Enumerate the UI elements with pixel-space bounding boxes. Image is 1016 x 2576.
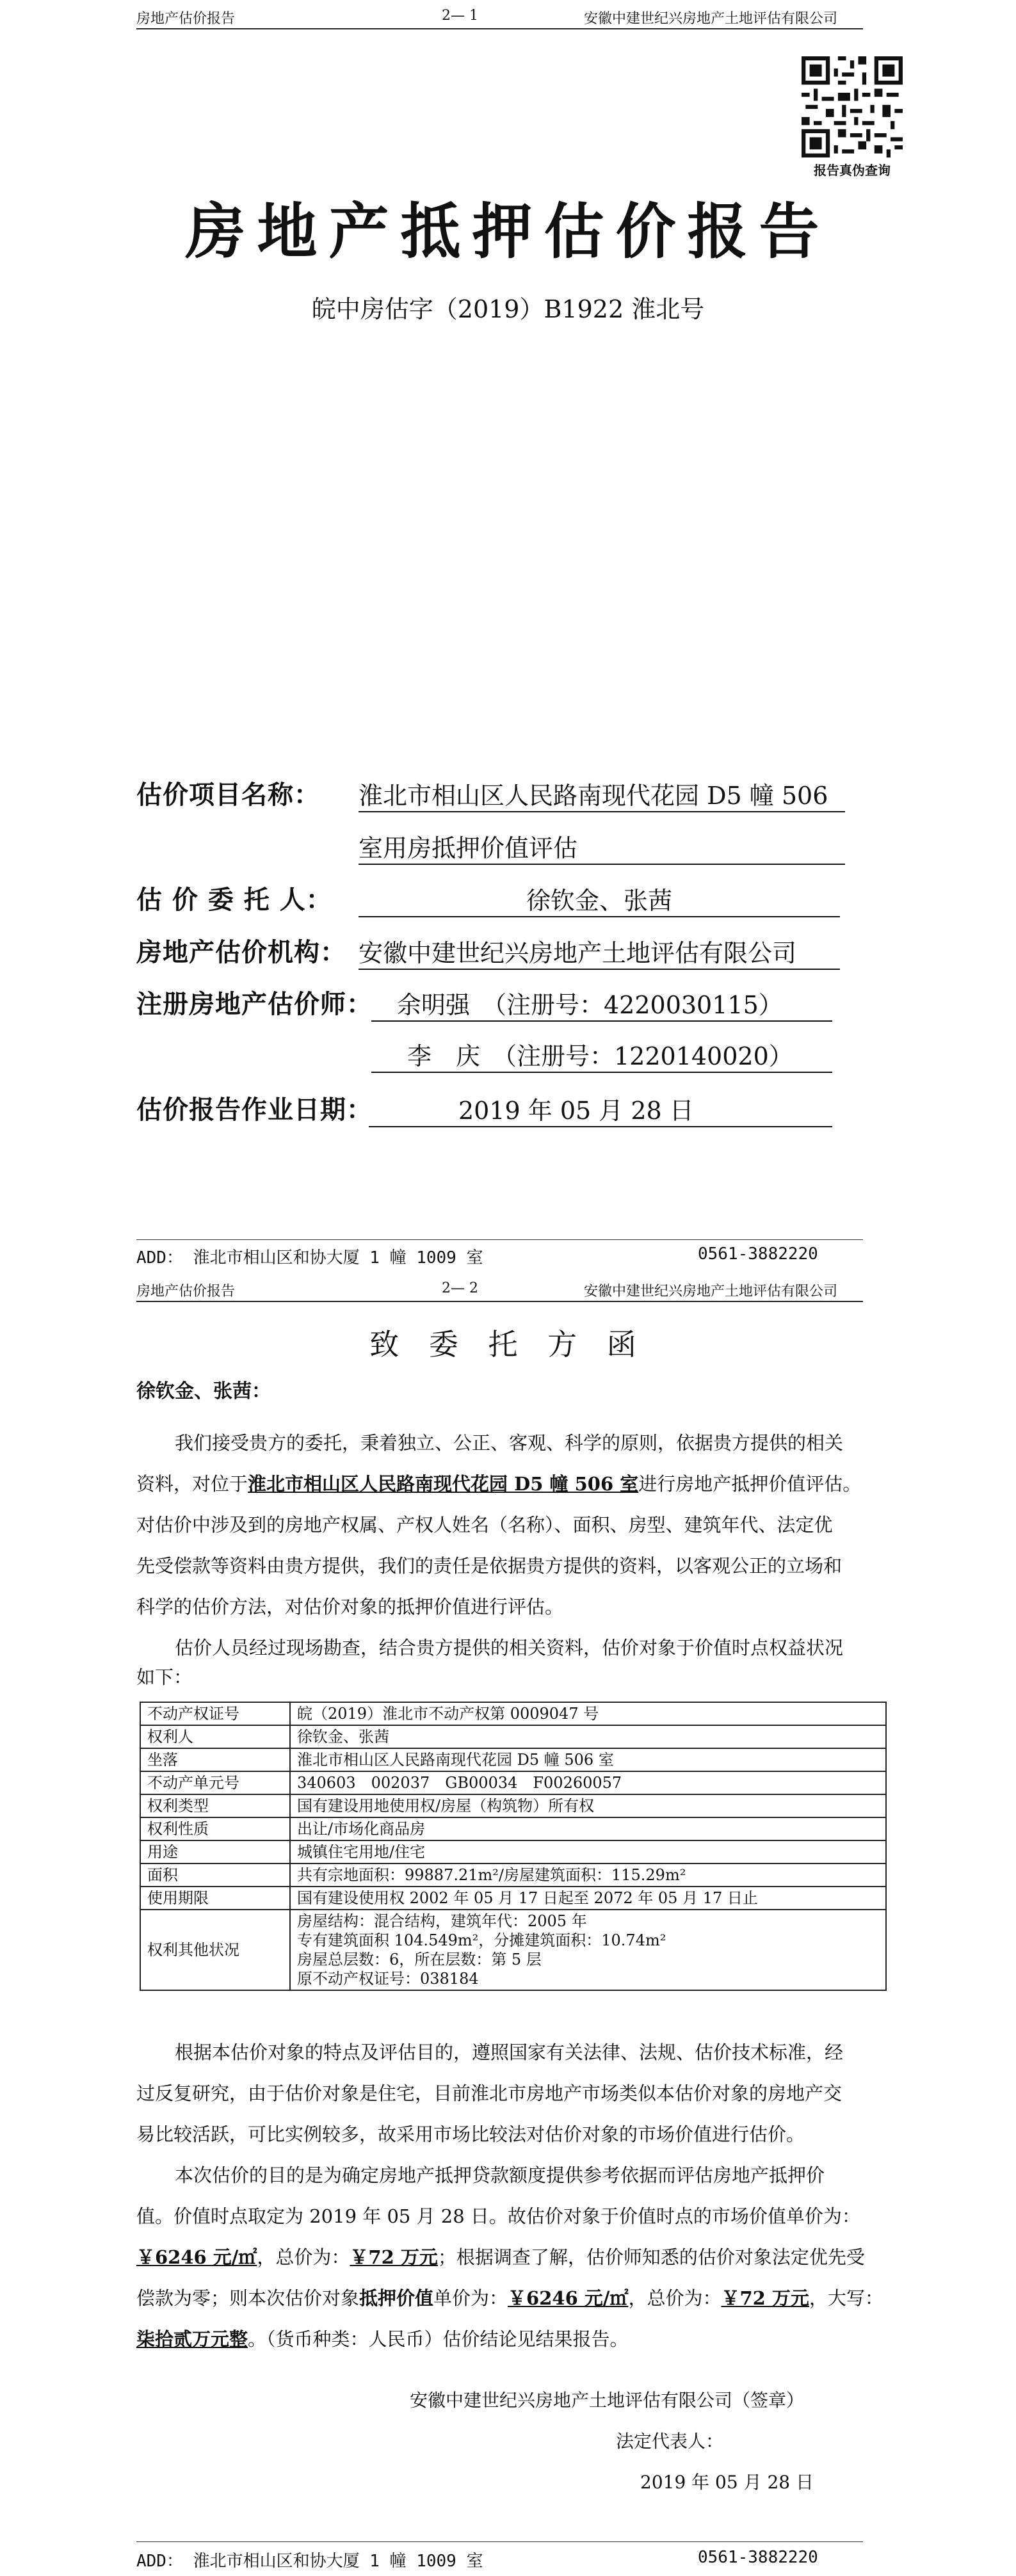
- agency-value: 安徽中建世纪兴房地产土地评估有限公司: [359, 933, 840, 970]
- table-value: 国有建设使用权 2002 年 05 月 17 日起至 2072 年 05 月 17 日止: [290, 1887, 886, 1910]
- signature-date: 2019 年 05 月 28 日: [640, 2472, 814, 2493]
- table-key: 权利人: [140, 1725, 290, 1748]
- letter-title: 致 委 托 方 函: [369, 1327, 647, 1362]
- table-row: [140, 1771, 886, 1794]
- client-label: 估 价 委 托 人：: [136, 885, 332, 915]
- client-value: 徐钦金、张茜: [359, 881, 840, 917]
- project-name-label: 估价项目名称：: [136, 780, 320, 810]
- header-rule: [136, 28, 863, 29]
- footer-address: ADD： 淮北市相山区和协大厦 1 幢 1009 室: [136, 1248, 483, 1268]
- letter-paragraph-3: 根据本估价对象的特点及评估目的，遵照国家有关法律、法规、估价技术标准，经 过反复研究，由于估价对象是住宅，目前淮北市房地产市场类似本估价对象的房地产交 易比较活跃，可比实例较多，故采用市场比较法对估价对象的市场价值进行估价。: [136, 2041, 844, 2145]
- appraiser-2: 李 庆 （注册号：1220140020）: [371, 1036, 832, 1073]
- report-number: 皖中房估字（2019）B1922 淮北号: [311, 295, 705, 323]
- table-key: 不动产单元号: [140, 1771, 290, 1794]
- table-row: [140, 1864, 886, 1887]
- qr-caption: 报告真伪查询: [814, 163, 891, 178]
- table-key: 用途: [140, 1840, 290, 1864]
- agency-label: 房地产估价机构：: [136, 937, 346, 967]
- letter-paragraph-4: 本次估价的目的是为确定房地产抵押贷款额度提供参考依据而评估房地产抵押价 值。价值时点取定为 2019 年 05 月 28 日。故估价对象于价值时点的市场价值单价为： ￥6246 元/㎡，总价为：￥72 万元；根据调查了解，估价师知悉的估价对象法定优先受 偿款为零；则本次估价对象抵押价值单价为：￥6246 元/㎡，总价为：￥72 万元，大写： 柒拾贰万元整。（货币种类：人民币）估价结论见结果报告。: [136, 2164, 883, 2350]
- letter-paragraph-2: 估价人员经过现场勘查，结合贵方提供的相关资料，估价对象于价值时点权益状况 如下：: [136, 1637, 844, 1688]
- table-value: 皖（2019）淮北市不动产权第 0009047 号: [290, 1702, 886, 1725]
- qr-code-icon[interactable]: [802, 56, 903, 157]
- project-name-value-1: 淮北市相山区人民路南现代花园 D5 幢 506: [359, 776, 845, 812]
- table-row: [140, 1725, 886, 1748]
- table-key: 权利类型: [140, 1794, 290, 1817]
- page-header-number: 2— 1: [442, 8, 478, 24]
- footer-rule: [136, 1239, 863, 1240]
- page-header-title: 房地产估价报告: [136, 11, 236, 27]
- appraiser-1: 余明强 （注册号：4220030115）: [371, 985, 832, 1022]
- page-header-title: 房地产估价报告: [136, 1284, 236, 1300]
- page-header-company: 安徽中建世纪兴房地产土地评估有限公司: [584, 1284, 838, 1300]
- salutation: 徐钦金、张茜：: [136, 1380, 271, 1403]
- project-name-value-2: 室用房抵押价值评估: [359, 828, 845, 865]
- table-value: 出让/市场化商品房: [290, 1817, 886, 1840]
- table-key: 使用期限: [140, 1887, 290, 1910]
- footer-rule: [136, 2541, 863, 2542]
- table-row: [140, 1817, 886, 1840]
- rights-table: [140, 1702, 887, 1991]
- table-value: 共有宗地面积：99887.21m²/房屋建筑面积：115.29m²: [290, 1864, 886, 1887]
- footer-phone: 0561-3882220: [698, 2548, 818, 2567]
- table-key: 权利性质: [140, 1817, 290, 1840]
- letter-paragraph-1: 我们接受贵方的委托，秉着独立、公正、客观、科学的原则，依据贵方提供的相关 资料，对位于淮北市相山区人民路南现代花园 D5 幢 506 室进行房地产抵押价值评估。 对估价中涉及到的房地产权属、产权人姓名（名称）、面积、房型、建筑年代、法定优 先受偿款等资料由贵方提供，我们的责任是依据贵方提供的资料，以客观公正的立场和 科学的估价方法，对估价对象的抵押价值进行评估。: [136, 1432, 862, 1618]
- table-key: 面积: [140, 1864, 290, 1887]
- table-row: [140, 1910, 886, 1990]
- table-value: 340603 002037 GB00034 F00260057: [290, 1771, 886, 1794]
- table-row: [140, 1702, 886, 1725]
- table-key: 权利其他状况: [140, 1910, 290, 1990]
- report-title: 房地产抵押估价报告: [185, 197, 831, 267]
- table-value: 城镇住宅用地/住宅: [290, 1840, 886, 1864]
- table-row: [140, 1840, 886, 1864]
- appraiser-label: 注册房地产估价师：: [136, 989, 373, 1019]
- page-header-number: 2— 2: [442, 1280, 478, 1296]
- table-value: 淮北市相山区人民路南现代花园 D5 幢 506 室: [290, 1748, 886, 1771]
- table-value: 徐钦金、张茜: [290, 1725, 886, 1748]
- table-value: 房屋结构：混合结构，建筑年代：2005 年 专有建筑面积 104.549m²，分摊建筑面积：10.74m² 房屋总层数：6，所在层数：第 5 层 原不动产权证号：038184: [290, 1910, 886, 1990]
- footer-address: ADD： 淮北市相山区和协大厦 1 幢 1009 室: [136, 2552, 483, 2571]
- table-row: [140, 1794, 886, 1817]
- report-date-label: 估价报告作业日期：: [136, 1095, 373, 1125]
- header-rule: [136, 1301, 863, 1302]
- table-key: 不动产权证号: [140, 1702, 290, 1725]
- signature-company: 安徽中建世纪兴房地产土地评估有限公司（签章）: [410, 2390, 805, 2411]
- report-date-value: 2019 年 05 月 28 日: [369, 1091, 832, 1127]
- page-header-company: 安徽中建世纪兴房地产土地评估有限公司: [584, 11, 838, 27]
- footer-phone: 0561-3882220: [698, 1244, 818, 1264]
- table-row: [140, 1748, 886, 1771]
- table-value: 国有建设用地使用权/房屋（构筑物）所有权: [290, 1794, 886, 1817]
- table-row: [140, 1887, 886, 1910]
- table-key: 坐落: [140, 1748, 290, 1771]
- signature-representative: 法定代表人：: [616, 2431, 724, 2452]
